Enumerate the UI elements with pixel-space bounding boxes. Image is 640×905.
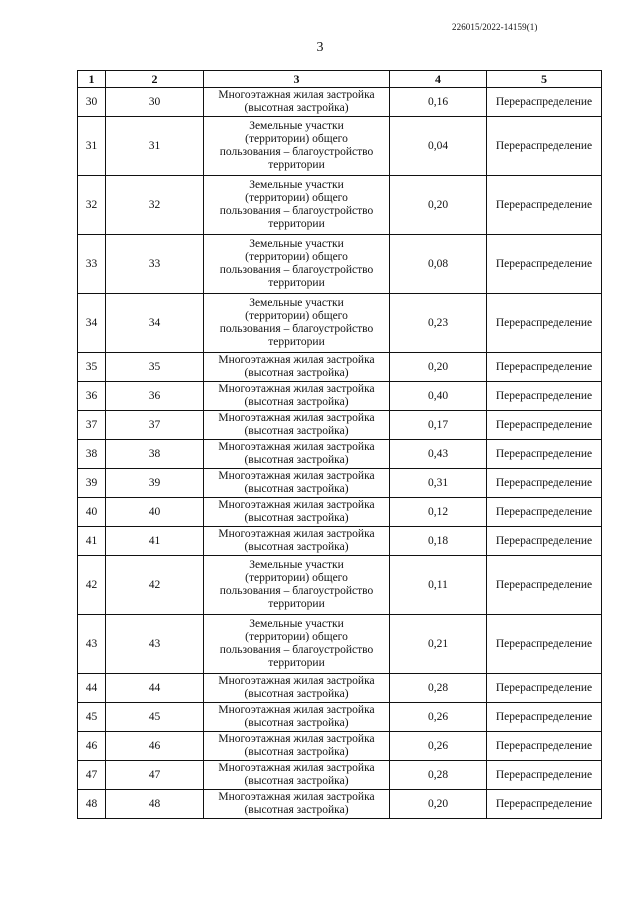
code-cell: 41 bbox=[106, 527, 204, 556]
area-cell: 0,23 bbox=[390, 294, 487, 353]
description-cell: Земельные участки (территории) общего пользования – благоустройство территории bbox=[204, 235, 390, 294]
area-cell: 0,18 bbox=[390, 527, 487, 556]
description-cell: Многоэтажная жилая застройка (высотная застройка) bbox=[204, 88, 390, 117]
area-cell: 0,26 bbox=[390, 703, 487, 732]
method-cell: Перераспределение bbox=[487, 703, 602, 732]
area-cell: 0,17 bbox=[390, 411, 487, 440]
method-cell: Перераспределение bbox=[487, 176, 602, 235]
row-number-cell: 41 bbox=[78, 527, 106, 556]
area-cell: 0,20 bbox=[390, 176, 487, 235]
area-cell: 0,28 bbox=[390, 674, 487, 703]
table-row bbox=[78, 353, 602, 382]
method-cell: Перераспределение bbox=[487, 674, 602, 703]
table-row bbox=[78, 527, 602, 556]
area-cell: 0,11 bbox=[390, 556, 487, 615]
row-number-cell: 30 bbox=[78, 88, 106, 117]
code-cell: 47 bbox=[106, 761, 204, 790]
column-header: 3 bbox=[204, 71, 390, 88]
description-cell: Многоэтажная жилая застройка (высотная застройка) bbox=[204, 353, 390, 382]
method-cell: Перераспределение bbox=[487, 294, 602, 353]
description-cell: Многоэтажная жилая застройка (высотная застройка) bbox=[204, 703, 390, 732]
row-number-cell: 34 bbox=[78, 294, 106, 353]
document-id: 226015/2022-14159(1) bbox=[452, 22, 538, 32]
page-number: 3 bbox=[316, 40, 324, 55]
row-number-cell: 42 bbox=[78, 556, 106, 615]
area-cell: 0,28 bbox=[390, 761, 487, 790]
area-cell: 0,21 bbox=[390, 615, 487, 674]
table-row bbox=[78, 674, 602, 703]
code-cell: 43 bbox=[106, 615, 204, 674]
method-cell: Перераспределение bbox=[487, 353, 602, 382]
table-row bbox=[78, 556, 602, 615]
row-number-cell: 45 bbox=[78, 703, 106, 732]
row-number-cell: 48 bbox=[78, 790, 106, 819]
method-cell: Перераспределение bbox=[487, 527, 602, 556]
table-row bbox=[78, 790, 602, 819]
description-cell: Земельные участки (территории) общего пользования – благоустройство территории bbox=[204, 294, 390, 353]
code-cell: 48 bbox=[106, 790, 204, 819]
area-cell: 0,20 bbox=[390, 353, 487, 382]
row-number-cell: 32 bbox=[78, 176, 106, 235]
row-number-cell: 35 bbox=[78, 353, 106, 382]
code-cell: 46 bbox=[106, 732, 204, 761]
code-cell: 44 bbox=[106, 674, 204, 703]
table-row bbox=[78, 117, 602, 176]
table-row bbox=[78, 732, 602, 761]
description-cell: Многоэтажная жилая застройка (высотная застройка) bbox=[204, 382, 390, 411]
method-cell: Перераспределение bbox=[487, 615, 602, 674]
row-number-cell: 37 bbox=[78, 411, 106, 440]
method-cell: Перераспределение bbox=[487, 411, 602, 440]
code-cell: 30 bbox=[106, 88, 204, 117]
table-row bbox=[78, 761, 602, 790]
table-row bbox=[78, 88, 602, 117]
area-cell: 0,31 bbox=[390, 469, 487, 498]
row-number-cell: 40 bbox=[78, 498, 106, 527]
code-cell: 34 bbox=[106, 294, 204, 353]
row-number-cell: 31 bbox=[78, 117, 106, 176]
area-cell: 0,08 bbox=[390, 235, 487, 294]
area-cell: 0,12 bbox=[390, 498, 487, 527]
method-cell: Перераспределение bbox=[487, 732, 602, 761]
code-cell: 42 bbox=[106, 556, 204, 615]
table-row bbox=[78, 469, 602, 498]
table-row bbox=[78, 411, 602, 440]
description-cell: Земельные участки (территории) общего пользования – благоустройство территории bbox=[204, 117, 390, 176]
row-number-cell: 43 bbox=[78, 615, 106, 674]
description-cell: Многоэтажная жилая застройка (высотная застройка) bbox=[204, 761, 390, 790]
table-row bbox=[78, 703, 602, 732]
row-number-cell: 36 bbox=[78, 382, 106, 411]
column-header: 4 bbox=[390, 71, 487, 88]
description-cell: Многоэтажная жилая застройка (высотная застройка) bbox=[204, 469, 390, 498]
description-cell: Многоэтажная жилая застройка (высотная застройка) bbox=[204, 411, 390, 440]
table-body bbox=[78, 88, 602, 819]
description-cell: Земельные участки (территории) общего пользования – благоустройство территории bbox=[204, 556, 390, 615]
description-cell: Многоэтажная жилая застройка (высотная застройка) bbox=[204, 674, 390, 703]
row-number-cell: 46 bbox=[78, 732, 106, 761]
description-cell: Многоэтажная жилая застройка (высотная застройка) bbox=[204, 440, 390, 469]
table-header-row bbox=[78, 71, 602, 88]
code-cell: 45 bbox=[106, 703, 204, 732]
column-header: 2 bbox=[106, 71, 204, 88]
code-cell: 40 bbox=[106, 498, 204, 527]
code-cell: 37 bbox=[106, 411, 204, 440]
method-cell: Перераспределение bbox=[487, 235, 602, 294]
land-plots-table bbox=[77, 70, 602, 819]
method-cell: Перераспределение bbox=[487, 498, 602, 527]
table-row bbox=[78, 382, 602, 411]
description-cell: Многоэтажная жилая застройка (высотная застройка) bbox=[204, 732, 390, 761]
column-header: 5 bbox=[487, 71, 602, 88]
row-number-cell: 44 bbox=[78, 674, 106, 703]
area-cell: 0,04 bbox=[390, 117, 487, 176]
row-number-cell: 33 bbox=[78, 235, 106, 294]
area-cell: 0,43 bbox=[390, 440, 487, 469]
method-cell: Перераспределение bbox=[487, 556, 602, 615]
method-cell: Перераспределение bbox=[487, 88, 602, 117]
description-cell: Земельные участки (территории) общего пользования – благоустройство территории bbox=[204, 615, 390, 674]
code-cell: 36 bbox=[106, 382, 204, 411]
table-row bbox=[78, 176, 602, 235]
area-cell: 0,26 bbox=[390, 732, 487, 761]
method-cell: Перераспределение bbox=[487, 790, 602, 819]
description-cell: Многоэтажная жилая застройка (высотная застройка) bbox=[204, 790, 390, 819]
row-number-cell: 38 bbox=[78, 440, 106, 469]
method-cell: Перераспределение bbox=[487, 117, 602, 176]
method-cell: Перераспределение bbox=[487, 382, 602, 411]
row-number-cell: 39 bbox=[78, 469, 106, 498]
method-cell: Перераспределение bbox=[487, 469, 602, 498]
row-number-cell: 47 bbox=[78, 761, 106, 790]
table-row bbox=[78, 498, 602, 527]
code-cell: 31 bbox=[106, 117, 204, 176]
description-cell: Многоэтажная жилая застройка (высотная застройка) bbox=[204, 527, 390, 556]
column-header: 1 bbox=[78, 71, 106, 88]
area-cell: 0,40 bbox=[390, 382, 487, 411]
code-cell: 39 bbox=[106, 469, 204, 498]
table-row bbox=[78, 615, 602, 674]
table-row bbox=[78, 440, 602, 469]
method-cell: Перераспределение bbox=[487, 761, 602, 790]
area-cell: 0,16 bbox=[390, 88, 487, 117]
code-cell: 38 bbox=[106, 440, 204, 469]
table-row bbox=[78, 235, 602, 294]
code-cell: 35 bbox=[106, 353, 204, 382]
area-cell: 0,20 bbox=[390, 790, 487, 819]
code-cell: 32 bbox=[106, 176, 204, 235]
code-cell: 33 bbox=[106, 235, 204, 294]
description-cell: Земельные участки (территории) общего пользования – благоустройство территории bbox=[204, 176, 390, 235]
table-row bbox=[78, 294, 602, 353]
method-cell: Перераспределение bbox=[487, 440, 602, 469]
description-cell: Многоэтажная жилая застройка (высотная застройка) bbox=[204, 498, 390, 527]
